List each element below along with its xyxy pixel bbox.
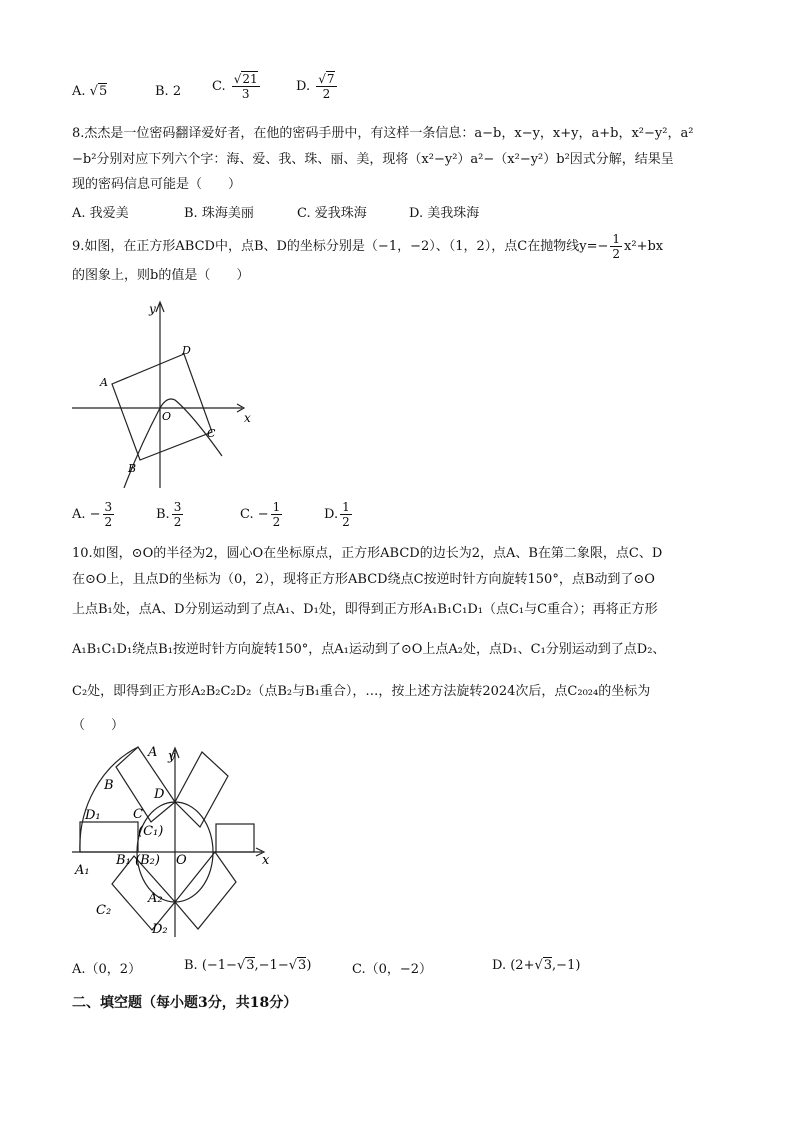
q9-line-2: 的图象上，则b的值是（ ） [72, 268, 250, 283]
q10-line-3: 上点B₁处，点A、D分别运动到了点A₁、D₁处，即得到正方形A₁B₁C₁D₁（点C₁与C重合）；再将正方形 [72, 602, 658, 617]
q9-line-1: 9.如图，在正方形ABCD中，点B、D的坐标分别是（−1，−2）、（1，2），点C在抛物线y=− $\frac{1}{2}$ x²+bx [72, 232, 664, 261]
svg-text:D₁: D₁ [85, 808, 101, 823]
q10-line-1: 10.如图，⊙O的半径为2，圆心O在坐标原点，正方形ABCD的边长为2，点A、B在第二象限，点C、D [72, 546, 663, 561]
q10-option-b: B. (−1−√3,−1−√3) [184, 958, 312, 973]
svg-text:O: O [176, 853, 187, 868]
q8-line-1: 8.杰杰是一位密码翻译爱好者，在他的密码手册中，有这样一条信息：a−b，x−y，x+y，a+b，x²−y²，a² [72, 126, 694, 141]
svg-text:y: y [168, 749, 176, 764]
svg-text:x: x [262, 853, 270, 868]
svg-text:A: A [148, 745, 158, 760]
q9-label-d: D [182, 344, 191, 357]
q9-option-a: A. − $\frac{3}{2}$ [72, 500, 113, 529]
q7-option-b: B. 2 [155, 84, 182, 99]
q9-option-d: D. $\frac{1}{2}$ [324, 500, 350, 529]
svg-text:D₂: D₂ [152, 922, 168, 937]
q8-option-c: C. 爱我珠海 [297, 206, 367, 221]
q9-option-b: B. $\frac{3}{2}$ [156, 500, 182, 529]
q9-label-y: y [149, 302, 156, 316]
q9-parabola [124, 399, 222, 488]
q7-option-d: D. $\frac{√7}{2}$ [296, 72, 335, 101]
q9-label-c: C [207, 427, 216, 440]
svg-text:A₁: A₁ [75, 863, 90, 878]
q9-label-a: A [100, 376, 108, 389]
q9-figure [72, 296, 257, 488]
q8-option-d: D. 美我珠海 [409, 206, 480, 221]
svg-text:B: B [104, 778, 114, 793]
q9-label-b: B [128, 462, 137, 475]
svg-text:(C₁): (C₁) [138, 824, 164, 839]
q10-line-2: 在⊙O上，且点D的坐标为（0，2），现将正方形ABCD绕点C按逆时针方向旋转150°，点B动到了⊙O [72, 572, 655, 587]
q7-option-c: C. $\frac{√21}{3}$ [212, 72, 258, 101]
q10-figure [72, 742, 282, 937]
q9-label-x: x [244, 411, 251, 425]
q10-line-5: C₂处，即得到正方形A₂B₂C₂D₂（点B₂与B₁重合），…，按上述方法旋转2024次后，点C₂₀₂₄的坐标为 [72, 684, 651, 699]
q8-option-a: A. 我爱美 [72, 206, 129, 221]
q9-label-o: O [162, 410, 172, 423]
q8-line-3: 现的密码信息可能是（ ） [72, 177, 242, 192]
svg-text:(B₂): (B₂) [135, 853, 160, 868]
svg-text:D: D [154, 787, 165, 802]
q10-option-d: D. (2+√3,−1) [492, 958, 581, 973]
q10-option-a: A.（0，2） [72, 962, 142, 977]
q10-option-c: C.（0，−2） [352, 962, 433, 977]
q9-option-c: C. − $\frac{1}{2}$ [240, 500, 281, 529]
svg-text:A₂: A₂ [148, 891, 163, 906]
section-2-heading: 二、填空题（每小题3分，共18分） [72, 995, 298, 1011]
q10-line-6: （ ） [72, 718, 125, 733]
svg-text:B₁: B₁ [116, 853, 131, 868]
svg-text:C₂: C₂ [96, 903, 112, 918]
q8-option-b: B. 珠海美丽 [184, 206, 254, 221]
q10-line-4: A₁B₁C₁D₁绕点B₁按逆时针方向旋转150°，点A₁运动到了⊙O上点A₂处，点D₁、C₁分别运动到了点D₂、 [72, 642, 666, 657]
svg-text:C: C [133, 807, 143, 822]
q9-square [112, 354, 212, 460]
q7-option-a: A. √5 [72, 84, 108, 99]
q8-line-2: −b²分别对应下列六个字：海、爱、我、珠、丽、美，现将（x²−y²）a²−（x²−y²）b²因式分解，结果呈 [72, 152, 674, 167]
